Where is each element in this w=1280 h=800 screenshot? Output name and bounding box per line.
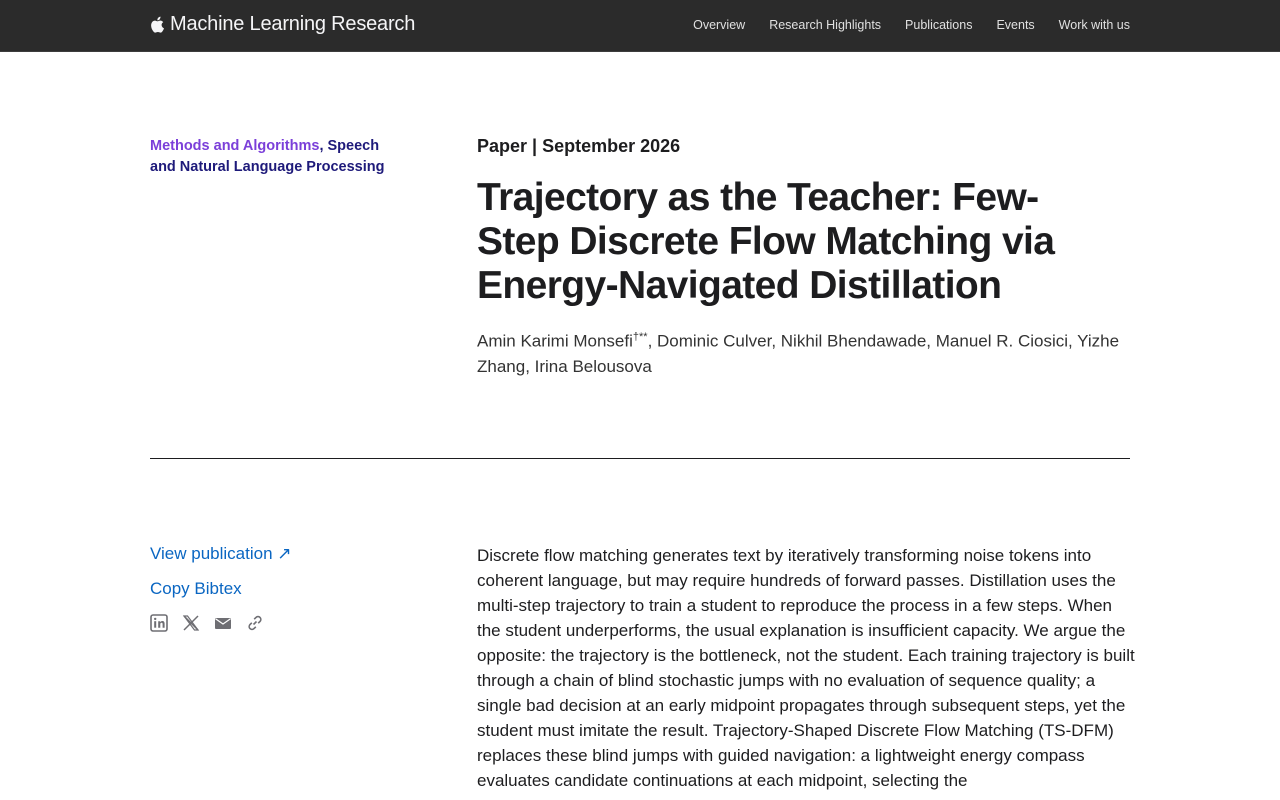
x-icon[interactable] [182,614,200,632]
apple-logo-icon [150,16,164,33]
author-first: Amin Karimi Monsefi [477,331,633,351]
category-link-methods-algorithms[interactable]: Methods and Algorithms [150,138,320,154]
paper-categories [150,136,390,178]
paper-meta: Paper | September 2026 [477,136,681,156]
copy-bibtex-link[interactable]: Copy Bibtex [150,579,242,598]
nav-link-overview[interactable]: Overview [693,18,746,32]
view-publication-link[interactable]: View publication ↗ [150,544,292,563]
paper-authors [477,325,1137,379]
brand-title: Machine Learning Research [170,13,416,35]
nav-link-research-highlights[interactable]: Research Highlights [769,18,882,32]
paper-title: Trajectory as the Teacher: Few-Step Discrete Flow Matching via Energy-Navigated Distillation [477,176,1055,307]
category-link-speech-nlp[interactable]: Speech and Natural Language Processing [150,138,385,175]
linkedin-icon[interactable] [150,614,168,632]
publication-actions [150,544,410,632]
mail-icon[interactable] [214,614,232,632]
primary-nav [693,18,1130,32]
category-separator: , [319,138,324,154]
link-icon[interactable] [246,614,264,632]
nav-link-publications[interactable]: Publications [905,18,973,32]
author-list-rest: , Dominic Culver, Nikhil Bhendawade, Manuel R. Ciosici, Yizhe Zhang, Irina Belousova [477,331,1120,376]
nav-link-work-with-us[interactable]: Work with us [1058,18,1130,32]
share-icons [150,614,410,632]
top-navigation-bar [0,0,1280,52]
section-divider [150,458,1130,459]
paper-abstract: Discrete flow matching generates text by iteratively transforming noise tokens into coherent language, but may require hundreds of forward passes. Distillation uses the multi-step trajectory to train a student to reproduce the process in a few steps. When the student underperforms, the usual explanation is insufficient capacity. We argue the opposite: the trajectory is the bottleneck, not the student. Each training trajectory is built through a chain of blind stochastic jumps with no evaluation of sequence quality; a single bad decision at an early midpoint propagates through subsequent steps, yet the student must imitate the result. Trajectory-Shaped Discrete Flow Matching (TS-DFM) replaces these blind jumps with guided navigation: a lightweight energy compass evaluates candidate continuations at each midpoint, selecting the [477,546,1135,790]
author-affiliation-marks: †** [632,331,648,343]
site-brand[interactable] [150,13,415,36]
nav-link-events[interactable]: Events [996,18,1035,32]
